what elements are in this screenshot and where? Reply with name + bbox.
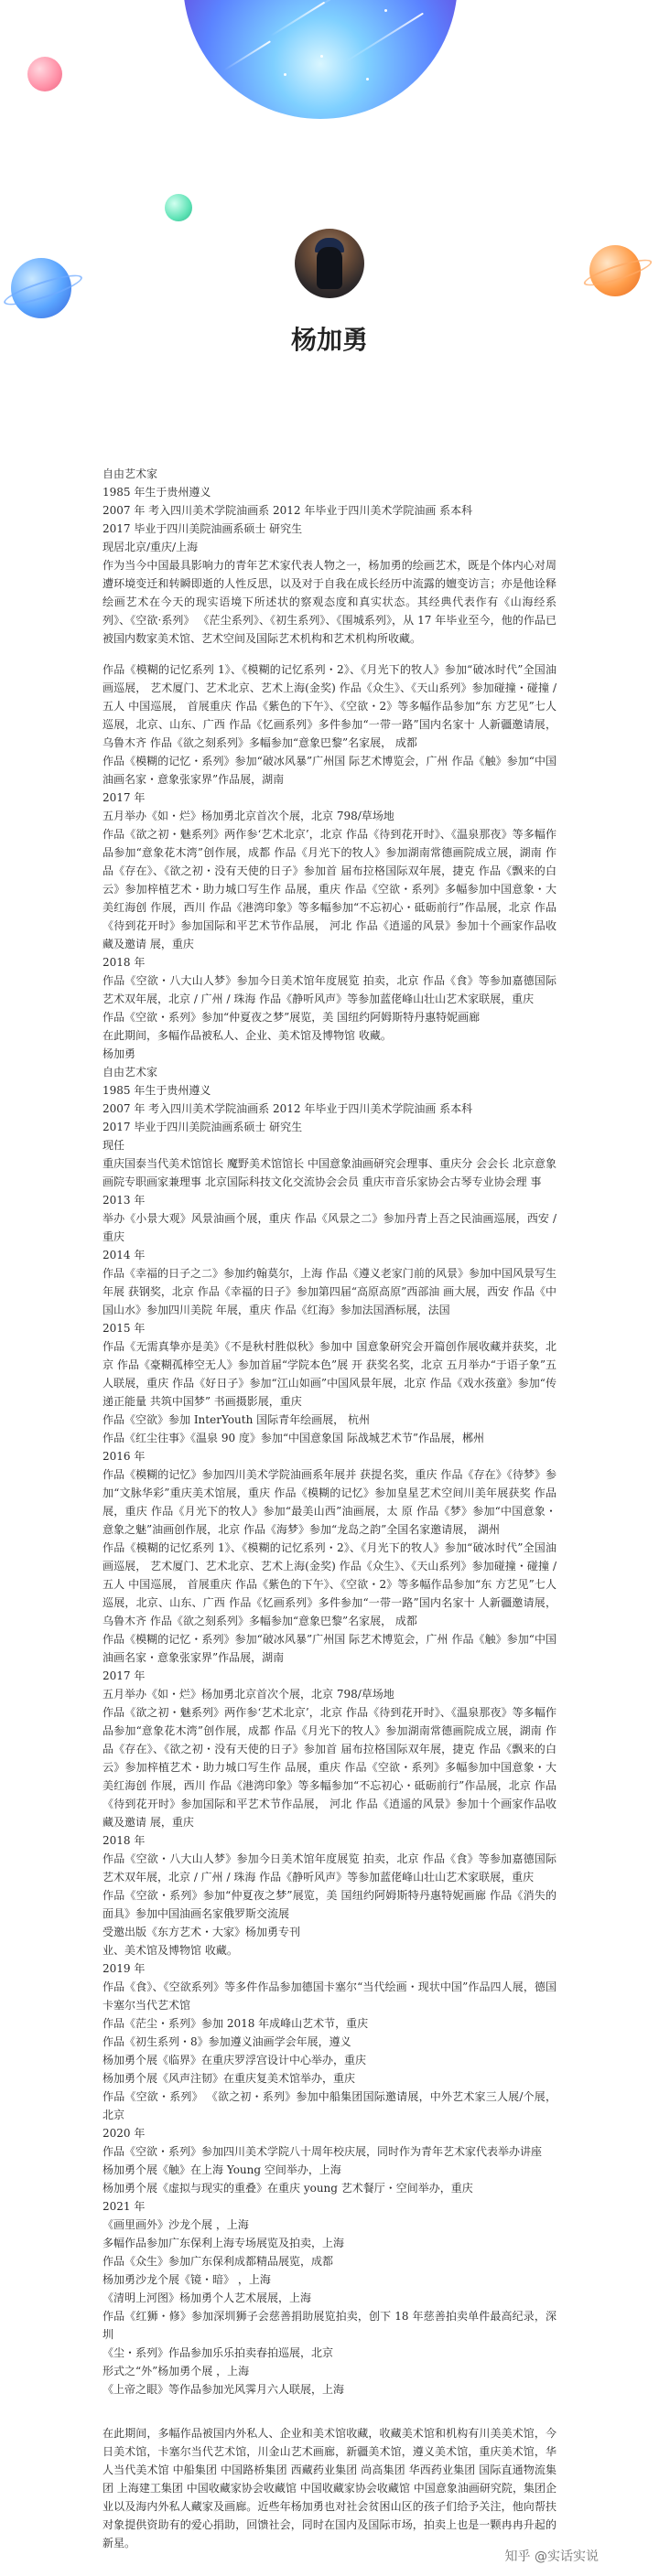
article-body — [103, 465, 556, 2552]
exhibition-paragraph: 五月举办《如・烂》杨加勇北京首次个展，北京 798/草场地 — [103, 1688, 394, 1701]
year-heading: 2020 年 — [103, 2127, 146, 2140]
collection-note: 业、美术馆及博物馆 收藏。 — [103, 1944, 238, 1957]
year-heading: 2017 年 — [103, 791, 146, 804]
exhibition-line: 形式之“外”杨加勇个展 ，上海 — [103, 2365, 250, 2377]
exhibition-paragraph: 作品《空欲・八大山人梦》参加今日美术馆年度展览 拍卖，北京 作品《食》等参加嘉德国际艺术双年展，北京 / 广州 / 珠海 作品《静听风声》等参加蓝佬峰山壮山艺术家联展，重庆 — [103, 1852, 556, 1884]
bio-line: 现任 — [103, 1139, 125, 1152]
exhibition-line: 杨加勇个展《风声注韧》在重庆复美术馆举办，重庆 — [103, 2072, 356, 2085]
header-decoration — [0, 0, 659, 183]
year-heading: 2021 年 — [103, 2200, 146, 2213]
zhihu-watermark: 知乎 @实话实说 — [504, 2549, 599, 2564]
exhibition-line: 《上帝之眼》等作品参加光风霁月六人联展，上海 — [103, 2383, 345, 2396]
exhibition-line: 多幅作品参加广东保利上海专场展览及拍卖，上海 — [103, 2237, 345, 2249]
exhibition-line: 杨加勇个展《虚拟与现实的重叠》在重庆 young 艺术餐厅・空间举办，重庆 — [103, 2182, 473, 2195]
exhibition-line: 受邀出版《东方艺术・大家》杨加勇专刊 — [103, 1926, 301, 1938]
exhibition-paragraph: 作品《空欲・八大山人梦》参加今日美术馆年度展览 拍卖，北京 作品《食》等参加嘉德国际艺术双年展，北京 / 广州 / 珠海 作品《静听风声》等参加蓝佬峰山壮山艺术家联展，重庆 — [103, 974, 556, 1005]
exhibition-paragraph: 作品《模糊的记忆系列 1》、《模糊的记忆系列・2》、《月光下的牧人》参加“破冰时代”全国油画巡展， 艺术厦门、艺术北京、艺术上海(金奖) 作品《众生》、《天山系列》参加碰撞・碰撞 / 五人 中国巡展， 首展重庆 作品《紫色的下午》、《空欲・2》等多幅作品参加“东 方艺见”七人巡展，北京、山东、广西 作品《忆画系列》多件参加“一带一路”国内名家十 人新疆邀请展，乌鲁木齐 作品《欲之刻系列》多幅参加“意象巴黎”名家展， 成都 — [103, 663, 556, 749]
collection-note: 在此期间，多幅作品被私人、企业、美术馆及博物馆 收藏。 — [103, 1029, 392, 1042]
exhibition-paragraph: 作品《食》、《空欲系列》等多件作品参加德国卡塞尔“当代绘画・现状中国”作品四人展，德国卡塞尔当代艺术馆 — [103, 1980, 556, 2012]
exhibition-line: 作品《茫尘・系列》参加 2018 年成峰山艺术节，重庆 — [103, 2017, 369, 2030]
exhibition-paragraph: 作品《模糊的记忆・系列》参加“破冰风暴”广州国 际艺术博览会，广州 作品《触》参加“中国油画名家・意象张家界”作品展，湖南 — [103, 1633, 556, 1664]
exhibition-paragraph: 作品《空欲》参加 InterYouth 国际青年绘画展， 杭州 — [103, 1413, 370, 1426]
closing-paragraph: 在此期间，多幅作品被国内外私人、企业和美术馆收藏，收藏美术馆和机构有川美美术馆，今日美术馆，卡塞尔当代艺术馆，川金山艺术画廊，新疆美术馆，遵义美术馆，重庆美术馆，华人当代美术馆 中船集团 中国路桥集团 西藏药业集团 尚高集团 华西药业集团 国际直通物流集团 上海建工集团 中国收藏家协会收藏馆 中国收藏家协会收藏馆 中国意象油画研究院，集团企业以及海内外私人藏家及画廊。近些年杨加勇也对社会贫困山区的孩子们给予关注，他向帮扶对象提供资助有的爱心捐助，回馈社会，同时在国内及国际市场，拍卖上也是一颗冉冉升起的新星。 — [103, 2427, 556, 2549]
year-heading: 2017 年 — [103, 1669, 146, 1682]
year-heading: 2018 年 — [103, 956, 146, 969]
artist-name: 杨加勇 — [290, 325, 368, 355]
exhibition-paragraph: 作品《无需真挚亦是美》《不是秋村胜似秋》参加中 国意象研究会开篇创作展收藏并获奖，北京 作品《豪糊孤棒空无人》参加首届“学院本色”展 开 获奖名奖，北京 五月举办“于语子象”五人联展，重庆 作品《好日子》参加“江山如画”中国风景年展，北京 作品《戏水孩童》参加“传递正能量 共筑中国梦” 书画摄影展，重庆 — [103, 1340, 556, 1408]
exhibition-paragraph: 作品《幸福的日子之二》参加约翰莫尔，上海 作品《遵义老家门前的风景》参加中国风景写生年展 获钢奖，北京 作品《幸福的日子》参加第四届“高原高原”西部油 画大展，西安 作品《中国山水》参加四川美院 年展，重庆 作品《红海》参加法国酒标展，法国 — [103, 1267, 556, 1316]
year-heading: 2015 年 — [103, 1322, 146, 1335]
year-heading: 2013 年 — [103, 1194, 146, 1207]
bio-line: 1985 年生于贵州遵义 — [103, 486, 211, 499]
exhibition-paragraph: 作品《红狮・修》参加深圳狮子会慈善捐助展览拍卖，创下 18 年慈善拍卖单件最高纪录，深圳 — [103, 2310, 556, 2341]
exhibition-paragraph: 作品《欲之初・魅系列》两作参‘艺术北京’，北京 作品《待到花开时》、《温泉那夜》等多幅作品参加“意象花木湾”创作展，成都 作品《月光下的牧人》参加湖南常德画院成立展，湖南 作品《存在》、《欲之初・没有天使的日子》参加首 届布拉格国际双年展，捷克 作品《飘来的白云》参加梓植艺术・助力城口写生作 品展，重庆 作品《空欲・系列》多幅参加中国意象・大美红海创 作展，西川 作品《港湾印象》等多幅参加“不忘初心・砥砺前行”作品展，北京 作品《待到花开时》参加国际和平艺术节作品展， 河北 作品《逍遥的风景》参加十个画家作品收藏及邀请 展，重庆 — [103, 1706, 556, 1829]
bio-line: 2007 年 考入四川美术学院油画系 2012 年毕业于四川美术学院油画 系本科 — [103, 504, 473, 517]
bio-line: 现居北京/重庆/上海 — [103, 541, 199, 553]
exhibition-paragraph: 作品《空欲・系列》 《欲之初・系列》参加中船集团国际邀请展，中外艺术家三人展/个展，北京 — [103, 2090, 556, 2121]
galaxy-dome-graphic — [183, 0, 458, 119]
year-heading: 2014 年 — [103, 1249, 146, 1261]
intro-paragraph: 作为当今中国最具影响力的青年艺术家代表人物之一，杨加勇的绘画艺术，既是个体内心对周遭环境变迁和转瞬即逝的人性反思，以及对于自我在成长经历中流露的嬗变访言；亦是他诠释绘画艺术在今天的现实语境下所述状的察观态度和真实状态。其经典代表作有《山海经系列》、《空欲·系列》 《茫尘系列》、《初生系列》、《围城系列》，从 17 年毕业至今，他的作品已被国内数家美术馆、艺术空间及国际艺术机构和艺术机构所收藏。 — [103, 559, 556, 645]
bio-line: 2017 毕业于四川美院油画系硕士 研究生 — [103, 522, 303, 535]
artist-avatar — [295, 229, 364, 298]
exhibition-paragraph: 作品《欲之初・魅系列》两作参‘艺术北京’，北京 作品《待到花开时》、《温泉那夜》等多幅作品参加“意象花木湾”创作展，成都 作品《月光下的牧人》参加湖南常德画院成立展，湖南 作品《存在》、《欲之初・没有天使的日子》参加首 届布拉格国际双年展，捷克 作品《飘来的白云》参加梓植艺术・助力城口写生作 品展，重庆 作品《空欲・系列》多幅参加中国意象・大美红海创 作展，西川 作品《港湾印象》等多幅参加“不忘初心・砥砺前行”作品展，北京 作品《待到花开时》参加国际和平艺术节作品展， 河北 作品《逍遥的风景》参加十个画家作品收藏及邀请 展，重庆 — [103, 828, 556, 950]
exhibition-paragraph: 举办《小景大观》风景油画个展，重庆 作品《风景之二》参加丹青上吾之民油画巡展，西安 / 重庆 — [103, 1212, 556, 1243]
exhibition-paragraph: 作品《空欲・系列》参加“仲夏夜之梦”展览，美 国纽约阿姆斯特丹惠特妮画廊 作品《消失的面具》参加中国油画名家俄罗斯交流展 — [103, 1889, 556, 1920]
exhibition-line: 《画里画外》沙龙个展 ，上海 — [103, 2218, 249, 2231]
exhibition-paragraph: 作品《空欲・系列》参加“仲夏夜之梦”展览，美 国纽约阿姆斯特丹惠特妮画廊 — [103, 1011, 481, 1024]
exhibition-paragraph: 五月举办《如・烂》杨加勇北京首次个展，北京 798/草场地 — [103, 810, 394, 822]
bio-line: 2017 毕业于四川美院油画系硕士 研究生 — [103, 1121, 303, 1133]
exhibition-line: 杨加勇沙龙个展《镜・暗》 ，上海 — [103, 2273, 271, 2286]
exhibition-line: 杨加勇个展《触》在上海 Young 空间举办，上海 — [103, 2163, 341, 2176]
pink-planet-icon — [27, 57, 62, 91]
year-heading: 2018 年 — [103, 1834, 146, 1847]
positions-paragraph: 重庆国泰当代美术馆馆长 魔野美术馆馆长 中国意象油画研究会理事、重庆分 会会长 北京意象画院专职画家兼理事 北京国际科技文化交流协会会员 重庆市音乐家协会古琴专业协会理 事 — [103, 1157, 556, 1188]
exhibition-paragraph: 作品《模糊的记忆系列 1》、《模糊的记忆系列・2》、《月光下的牧人》参加“破冰时代”全国油画巡展， 艺术厦门、艺术北京、艺术上海(金奖) 作品《众生》、《天山系列》参加碰撞・碰撞 / 五人 中国巡展， 首展重庆 作品《紫色的下午》、《空欲・2》等多幅作品参加“东 方艺见”七人巡展，北京、山东、广西 作品《忆画系列》多件参加“一带一路”国内名家十 人新疆邀请展，乌鲁木齐 作品《欲之刻系列》多幅参加“意象巴黎”名家展， 成都 — [103, 1541, 556, 1627]
exhibition-line: 作品《众生》参加广东保利成都精品展览，成都 — [103, 2255, 334, 2268]
green-planet-icon — [165, 194, 192, 221]
bio-line: 1985 年生于贵州遵义 — [103, 1084, 211, 1097]
bio-line: 自由艺术家 — [103, 467, 158, 480]
exhibition-line: 杨加勇个展《临界》在重庆罗浮宫设计中心举办，重庆 — [103, 2054, 367, 2066]
exhibition-paragraph: 作品《模糊的记忆》参加四川美术学院油画系年展并 获提名奖，重庆 作品《存在》《待梦》参加“文脉华彩”重庆美术馆展，重庆 作品《模糊的记忆》参加皇星艺术空间川美年展获奖 作品展，重庆 作品《月光下的牧人》参加“最美山西”油画展，太 原 作品《梦》参加“中国意象・意象之魅”油画创作展，北京 作品《海梦》参加“龙岛之韵”全国名家邀请展， 湖州 — [103, 1468, 556, 1536]
exhibition-paragraph: 作品《模糊的记忆・系列》参加“破冰风暴”广州国 际艺术博览会，广州 作品《触》参加“中国油画名家・意象张家界”作品展，湖南 — [103, 755, 556, 786]
bio-line: 自由艺术家 — [103, 1066, 158, 1079]
bio-line: 杨加勇 — [103, 1047, 136, 1060]
exhibition-line: 作品《初生系列・8》参加遵义油画学会年展，遵义 — [103, 2035, 351, 2048]
exhibition-line: 《清明上河图》杨加勇个人艺术展展，上海 — [103, 2292, 312, 2304]
year-heading: 2019 年 — [103, 1962, 146, 1975]
exhibition-paragraph: 作品《空欲・系列》参加四川美术学院八十周年校庆展，同时作为青年艺术家代表举办讲座 — [103, 2145, 543, 2158]
exhibition-line: 《尘・系列》作品参加乐乐拍卖春拍巡展，北京 — [103, 2346, 334, 2359]
exhibition-paragraph: 作品《红尘往事》《温泉 90 度》参加“中国意象国 际战城艺术节”作品展，郴州 — [103, 1432, 484, 1444]
year-heading: 2016 年 — [103, 1450, 146, 1463]
bio-line: 2007 年 考入四川美术学院油画系 2012 年毕业于四川美术学院油画 系本科 — [103, 1102, 473, 1115]
